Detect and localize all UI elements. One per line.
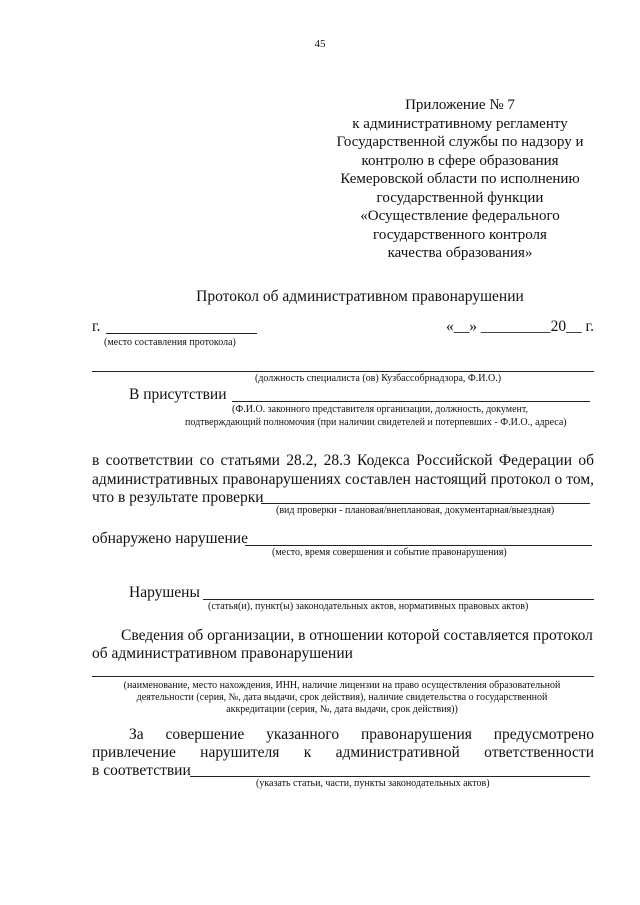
appendix-line: Государственной службы по надзору и [336,134,584,150]
date-field: «__» _________20__ г. [446,318,594,335]
presence-caption-2: подтверждающий полномочия (при наличии свидетелей и потерпевших - Ф.И.О., адреса) [185,417,567,428]
basis-line-2: административных правонарушениях составлен настоящий протокол о том, [92,471,594,488]
page-number: 45 [314,38,326,50]
appendix-line: качества образования» [387,245,533,261]
document-title: Протокол об административном правонарушении [196,288,524,305]
appendix-line: Приложение № 7 [405,97,515,113]
basis-caption: (вид проверки - плановая/внеплановая, документарная/выездная) [276,505,555,516]
appendix-line: к административному регламенту [352,115,568,132]
violation-label: обнаружено нарушение [92,530,248,547]
violation-caption: (место, время совершения и событие правонарушения) [272,547,507,558]
appendix-line: «Осуществление федерального [360,208,560,224]
appendix-line: Кемеровской области по исполнению [340,171,580,187]
violated-line [203,599,594,600]
violated-caption: (статья(и), пункт(ы) законодательных актов, нормативных правовых актов) [208,601,529,612]
liability-line-3: в соответствии [92,762,191,779]
presence-caption-1: (Ф.И.О. законного представителя организации, должность, документ, [232,404,528,415]
appendix-block [300,96,620,263]
presence-line [232,401,590,402]
official-line [92,371,594,372]
place-prefix: г. [92,318,101,335]
org-info-caption-3: аккредитации (серия, №, дата выдачи, срок действия)) [226,704,458,715]
violated-label: Нарушены [129,584,200,601]
appendix-line: государственной функции [376,189,544,206]
org-info-line [92,676,594,677]
liability-line [190,776,590,777]
liability-caption: (указать статьи, части, пункты законодательных актов) [256,778,490,789]
org-info-caption-2: деятельности (серия, №, дата выдачи, срок действия), наличие свидетельства о государственной [136,692,548,703]
org-info-line-2: об административном правонарушении [92,645,353,662]
appendix-line: контролю в сфере образования [361,152,559,169]
official-caption: (должность специалиста (ов) Кузбассобрнадзора, Ф.И.О.) [255,373,502,384]
basis-line-3: что в результате проверки [92,489,264,506]
liability-line-1: За совершение указанного правонарушения предусмотрено [129,726,594,743]
violation-line [245,545,592,546]
presence-label: В присутствии [129,386,227,403]
liability-line-2: привлечение нарушителя к административной ответственности [92,744,594,761]
basis-line-1: в соответствии со статьями 28.2, 28.3 Кодекса Российской Федерации об [92,452,594,469]
place-caption: (место составления протокола) [104,337,236,348]
basis-line [261,503,590,504]
org-info-caption-1: (наименование, место нахождения, ИНН, наличие лицензии на право осуществления образовательной [123,680,561,691]
place-line [106,333,257,334]
org-info-line-1: Сведения об организации, в отношении которой составляется протокол [121,627,593,644]
appendix-line: государственного контроля [373,226,547,243]
